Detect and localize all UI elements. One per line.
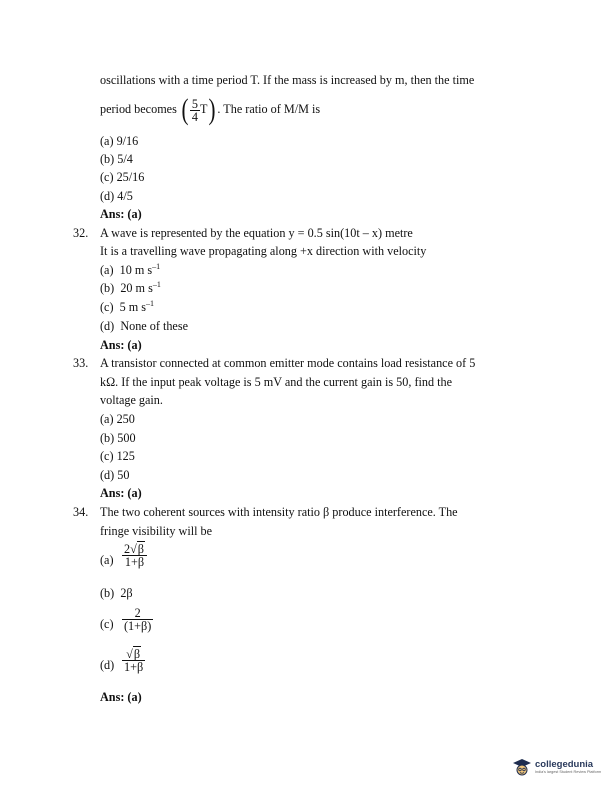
right-paren: ): [208, 93, 216, 127]
q33-option-c: (c) 125: [100, 449, 135, 463]
q32-option-d: [100, 319, 188, 334]
radicand: β: [133, 647, 141, 661]
q34-option-a-fraction: [122, 543, 147, 568]
option-exponent: –1: [152, 279, 161, 289]
fraction-denominator: 1+β: [124, 660, 144, 674]
option-value: 5 m s: [119, 300, 147, 314]
q31-option-a: (a) 9/16: [100, 134, 139, 148]
q31-period-suffix: . The ratio of M/M is: [217, 102, 321, 116]
q33-option-b: (b) 500: [100, 431, 136, 445]
q34-option-b: [100, 586, 133, 601]
q34-option-d-label: (d): [100, 658, 115, 672]
q34-text-line2: fringe visibility will be: [100, 524, 213, 538]
sqrt-icon: √β: [126, 647, 141, 661]
option-exponent: –1: [146, 298, 155, 308]
q32-option-c: [100, 300, 154, 315]
fraction: [122, 607, 153, 632]
option-exponent: –1: [152, 261, 161, 271]
left-paren: (: [181, 93, 189, 127]
collegedunia-logo: [512, 757, 601, 777]
q33-number: 33.: [73, 356, 89, 370]
q34-option-c-fraction: [122, 607, 153, 632]
fraction-variable: T: [199, 102, 208, 116]
option-label: (b): [100, 281, 115, 295]
q33-text-line2: kΩ. If the input peak voltage is 5 mV and the current gain is 50, find the: [100, 375, 453, 389]
q31-option-d: (d) 4/5: [100, 189, 133, 203]
option-label: (d): [100, 319, 115, 333]
q32-text-line2: It is a travelling wave propagating along +x direction with velocity: [100, 244, 427, 258]
brand-tagline: India's largest Student Review Platform: [535, 769, 602, 774]
option-value: 2β: [120, 586, 133, 600]
q32-answer: Ans: (a): [100, 338, 142, 352]
q34-answer: Ans: (a): [100, 690, 142, 704]
q33-text-line3: voltage gain.: [100, 393, 163, 407]
fraction-denominator: 4: [191, 109, 198, 124]
fraction-numerator: 5: [191, 96, 198, 111]
fraction: [122, 648, 145, 673]
brand-name: collegedunia: [535, 758, 594, 770]
q31-option-c: (c) 25/16: [100, 170, 145, 184]
fraction: [122, 543, 147, 568]
radicand: β: [137, 542, 144, 556]
q32-option-b: [100, 281, 161, 296]
fraction-denominator: 1+β: [124, 555, 145, 569]
option-value: 20 m s: [120, 281, 153, 295]
fraction-denominator: (1+β): [124, 619, 152, 633]
q31-option-b: (b) 5/4: [100, 152, 133, 166]
option-label: (c): [100, 300, 114, 314]
option-value: None of these: [120, 319, 188, 333]
q34-text-line1: The two coherent sources with intensity ratio β produce interference. The: [100, 505, 458, 519]
q31-text-line1: oscillations with a time period T. If the mass is increased by m, then the time: [100, 73, 475, 87]
option-value: 10 m s: [119, 263, 153, 277]
q33-option-a: (a) 250: [100, 412, 135, 426]
q31-period-prefix: period becomes: [100, 102, 177, 116]
q31-fraction: [190, 98, 200, 123]
q34-number: 34.: [73, 505, 89, 519]
logo-text: [535, 760, 601, 775]
q34-option-a-label: (a): [100, 553, 114, 567]
q33-text-line1: A transistor connected at common emitter mode contains load resistance of 5: [100, 356, 476, 370]
fraction-numerator: 2: [122, 607, 153, 620]
sqrt-icon: √β: [130, 542, 144, 556]
q34-option-c-label: (c): [100, 617, 114, 631]
q33-answer: Ans: (a): [100, 486, 142, 500]
q31-text-line2: [100, 92, 320, 126]
q33-option-d: (d) 50: [100, 468, 130, 482]
graduate-icon: [512, 757, 532, 777]
q32-option-a: [100, 263, 160, 278]
numerator-coefficient: 2: [124, 542, 131, 556]
option-label: (b): [100, 586, 115, 600]
q31-answer: Ans: (a): [100, 207, 142, 221]
q32-number: 32.: [73, 226, 89, 240]
option-label: (a): [100, 263, 114, 277]
q34-option-d-fraction: [122, 648, 145, 673]
q32-text-line1: A wave is represented by the equation y = 0.5 sin(10t – x) metre: [100, 226, 413, 240]
